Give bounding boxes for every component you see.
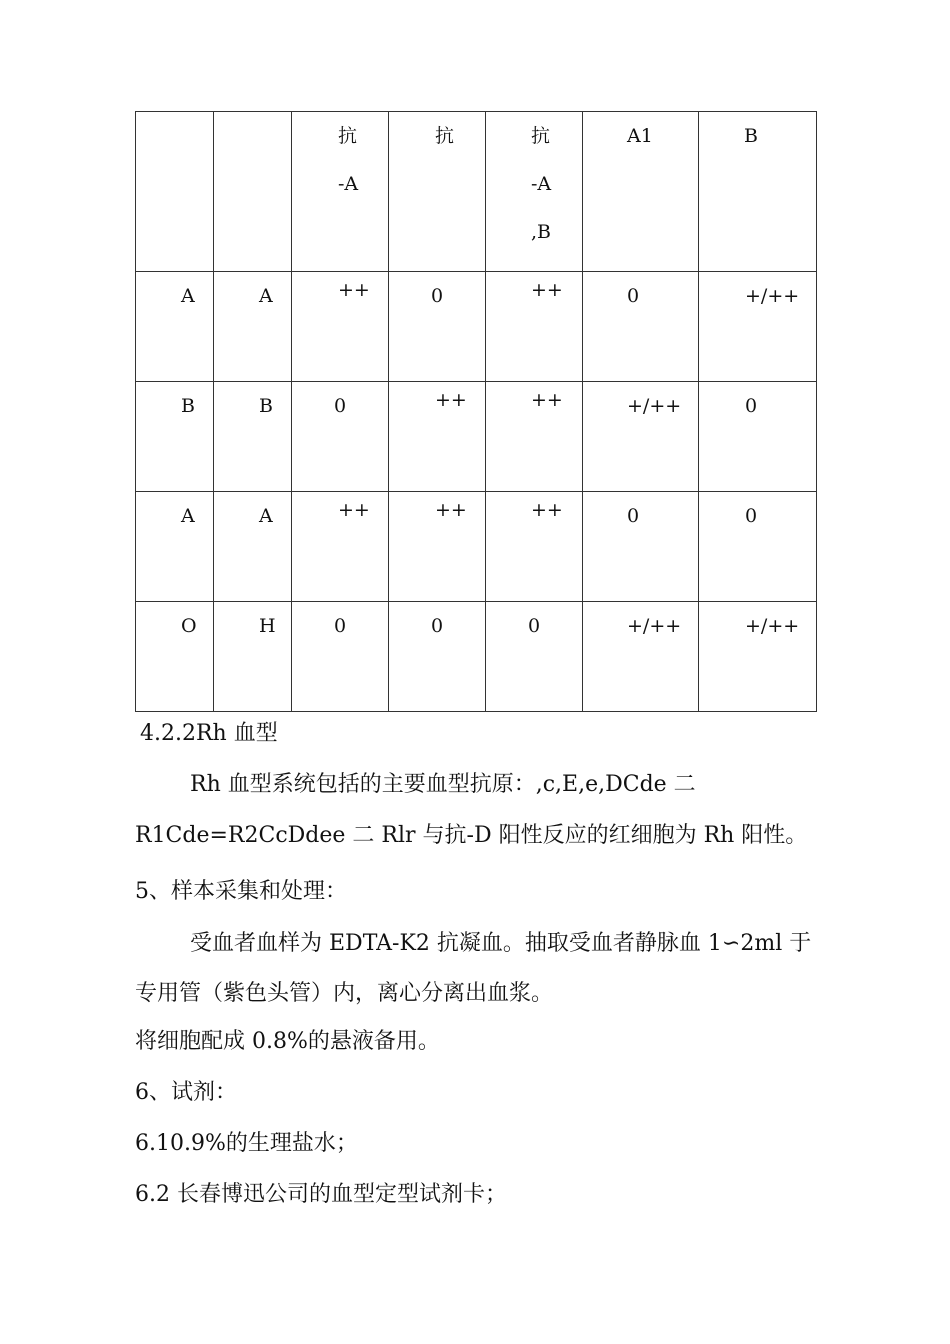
cell-value: ++ bbox=[338, 499, 370, 521]
header-cell-anti: 抗 bbox=[435, 125, 455, 147]
cell-value: ++ bbox=[435, 389, 467, 411]
cell-value: O bbox=[181, 615, 197, 637]
table-cell bbox=[583, 602, 699, 712]
table-cell bbox=[699, 492, 817, 602]
table-cell bbox=[486, 112, 583, 272]
table-cell bbox=[214, 602, 292, 712]
section-5-line-3: 将细胞配成 0.8%的悬液备用。 bbox=[135, 1029, 440, 1054]
header-cell-anti-a: 抗 -A bbox=[338, 125, 359, 195]
section-5-line-1: 受血者血样为 EDTA-K2 抗凝血。抽取受血者静脉血 1∽2ml 于 bbox=[190, 931, 812, 956]
blood-type-table bbox=[135, 111, 817, 712]
table-cell bbox=[699, 602, 817, 712]
table-cell bbox=[214, 492, 292, 602]
table-cell bbox=[389, 602, 486, 712]
table-cell bbox=[699, 272, 817, 382]
cell-value: 0 bbox=[528, 615, 541, 637]
table-cell bbox=[583, 112, 699, 272]
section-5-line-2: 专用管（紫色头管）内，离心分离出血浆。 bbox=[135, 981, 554, 1006]
cell-value: H bbox=[259, 615, 276, 637]
table-cell bbox=[136, 112, 214, 272]
rh-paragraph-line-2: R1Cde=R2CcDdee 二 Rlr 与抗-D 阳性反应的红细胞为 Rh 阳性。 bbox=[135, 823, 808, 848]
header-cell-a1: A1 bbox=[627, 125, 653, 147]
cell-value: A bbox=[181, 285, 195, 307]
rh-paragraph-line-1: Rh 血型系统包括的主要血型抗原：,c,E,e,DCde 二 bbox=[190, 772, 696, 797]
cell-value: ++ bbox=[531, 499, 563, 521]
table-cell bbox=[699, 112, 817, 272]
section-6-heading: 6、试剂： bbox=[135, 1080, 237, 1105]
cell-value: ++ bbox=[531, 389, 563, 411]
header-cell-anti-ab: 抗 -A ,B bbox=[531, 125, 552, 243]
cell-value: A bbox=[181, 505, 195, 527]
table-cell bbox=[583, 272, 699, 382]
section-6-item-2: 6.2 长春博迅公司的血型定型试剂卡； bbox=[135, 1182, 507, 1207]
cell-value: 0 bbox=[334, 615, 347, 637]
cell-value: A bbox=[259, 285, 273, 307]
header-cell-b: B bbox=[744, 125, 758, 147]
table-header-row bbox=[136, 112, 817, 272]
table-row bbox=[136, 602, 817, 712]
table-cell bbox=[389, 272, 486, 382]
section-rh-heading: 4.2.2Rh 血型 bbox=[140, 721, 278, 746]
table-cell bbox=[389, 112, 486, 272]
section-6-item-1: 6.10.9%的生理盐水； bbox=[135, 1131, 358, 1156]
section-5-heading: 5、样本采集和处理： bbox=[135, 879, 347, 904]
table-row bbox=[136, 272, 817, 382]
cell-value: ++ bbox=[338, 279, 370, 301]
cell-value: 0 bbox=[745, 395, 758, 417]
cell-value: B bbox=[259, 395, 273, 417]
table-cell bbox=[486, 272, 583, 382]
cell-value: ++ bbox=[435, 499, 467, 521]
table-cell bbox=[292, 272, 389, 382]
table-cell bbox=[389, 382, 486, 492]
table-cell bbox=[214, 112, 292, 272]
table-cell bbox=[486, 602, 583, 712]
cell-value: ++ bbox=[531, 279, 563, 301]
table-cell bbox=[389, 492, 486, 602]
cell-value: B bbox=[181, 395, 195, 417]
cell-value: 0 bbox=[334, 395, 347, 417]
table-cell bbox=[486, 382, 583, 492]
cell-value: A bbox=[259, 505, 273, 527]
table-cell bbox=[292, 382, 389, 492]
cell-value: 0 bbox=[627, 505, 640, 527]
table-cell bbox=[583, 492, 699, 602]
table-cell bbox=[136, 492, 214, 602]
table-cell bbox=[136, 382, 214, 492]
table-cell bbox=[583, 382, 699, 492]
table-cell bbox=[699, 382, 817, 492]
cell-value: +/++ bbox=[745, 285, 800, 307]
cell-value: 0 bbox=[627, 285, 640, 307]
cell-value: 0 bbox=[431, 615, 444, 637]
cell-value: +/++ bbox=[745, 615, 800, 637]
table-cell bbox=[292, 602, 389, 712]
table-cell bbox=[214, 272, 292, 382]
table-cell bbox=[486, 492, 583, 602]
table-cell bbox=[136, 602, 214, 712]
table-cell bbox=[292, 112, 389, 272]
cell-value: +/++ bbox=[627, 615, 682, 637]
table-cell bbox=[214, 382, 292, 492]
table-row bbox=[136, 382, 817, 492]
table-cell bbox=[292, 492, 389, 602]
cell-value: 0 bbox=[431, 285, 444, 307]
table-cell bbox=[136, 272, 214, 382]
cell-value: +/++ bbox=[627, 395, 682, 417]
table-row bbox=[136, 492, 817, 602]
cell-value: 0 bbox=[745, 505, 758, 527]
